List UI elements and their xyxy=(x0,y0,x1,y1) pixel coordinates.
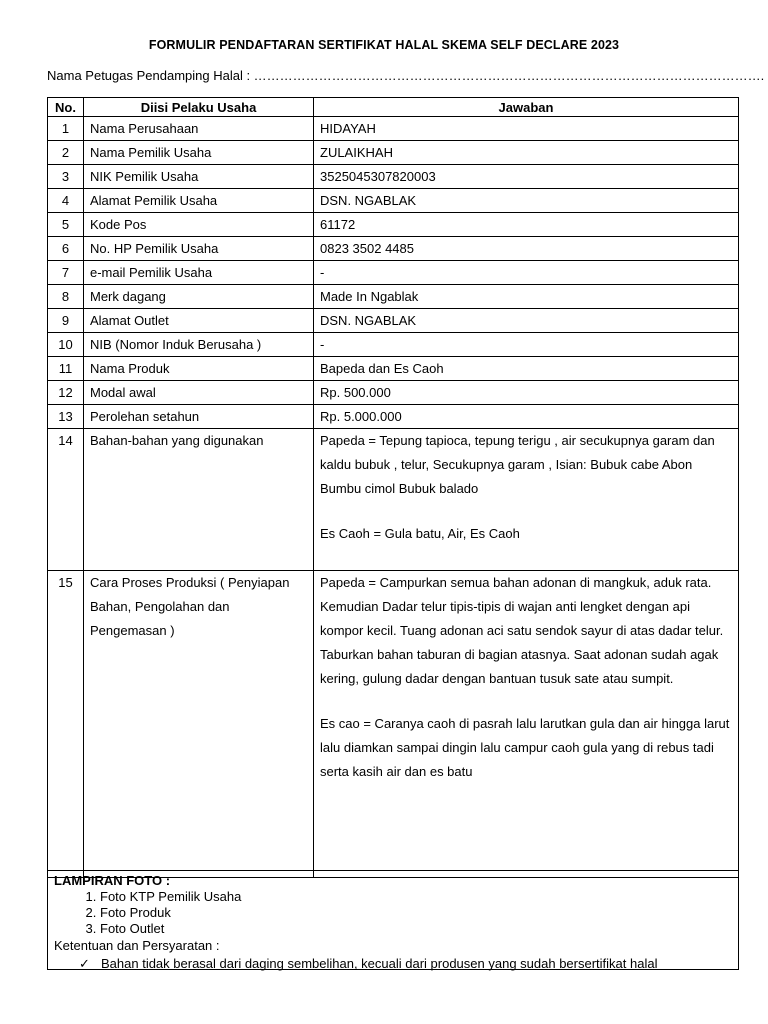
row-number: 8 xyxy=(48,285,84,309)
row-answer: - xyxy=(314,261,739,285)
row-answer: Rp. 500.000 xyxy=(314,381,739,405)
row-number: 6 xyxy=(48,237,84,261)
row-field: Nama Produk xyxy=(84,357,314,381)
attachments-section xyxy=(47,870,739,970)
row-number: 9 xyxy=(48,309,84,333)
terms-item xyxy=(54,955,732,972)
row-number: 4 xyxy=(48,189,84,213)
table-row xyxy=(48,213,739,237)
answer-paragraph: Papeda = Tepung tapioca, tepung terigu , air secukupnya garam dan kaldu bubuk , telur, Secukupnya garam , Isian: Bubuk cabe Abon Bumbu cimol Bubuk balado xyxy=(320,433,715,496)
row-field: No. HP Pemilik Usaha xyxy=(84,237,314,261)
row-answer: 3525045307820003 xyxy=(314,165,739,189)
field-paragraph: Cara Proses Produksi ( Penyiapan Bahan, Pengolahan dan Pengemasan ) xyxy=(90,575,290,638)
row-answer xyxy=(314,571,739,878)
row-field: Modal awal xyxy=(84,381,314,405)
row-answer: HIDAYAH xyxy=(314,117,739,141)
row-field: Alamat Outlet xyxy=(84,309,314,333)
row-number: 11 xyxy=(48,357,84,381)
table-row xyxy=(48,333,739,357)
row-answer: 61172 xyxy=(314,213,739,237)
row-number: 13 xyxy=(48,405,84,429)
table-row-15 xyxy=(48,571,739,878)
table-header-row xyxy=(48,98,739,117)
table-row xyxy=(48,117,739,141)
checkmark-icon: ✓ xyxy=(79,956,90,971)
table-row xyxy=(48,285,739,309)
row-number: 10 xyxy=(48,333,84,357)
header-no: No. xyxy=(48,98,84,117)
attachment-item: 3. Foto Outlet xyxy=(100,921,732,937)
table-row xyxy=(48,357,739,381)
answer-paragraph: Es cao = Caranya caoh di pasrah lalu larutkan gula dan air hingga larut lalu diamkan sampai dingin lalu campur caoh gula yang di rebus tadi serta kasih air dan es batu xyxy=(320,716,730,779)
row-field: Kode Pos xyxy=(84,213,314,237)
table-row xyxy=(48,165,739,189)
row-number: 12 xyxy=(48,381,84,405)
row-answer xyxy=(314,429,739,571)
terms-label: Ketentuan dan Persyaratan : xyxy=(54,938,220,953)
attachments-list xyxy=(54,889,732,937)
registration-table xyxy=(47,97,739,878)
row-answer: ZULAIKHAH xyxy=(314,141,739,165)
attachment-item: 1. Foto KTP Pemilik Usaha xyxy=(100,889,732,905)
row-field xyxy=(84,571,314,878)
table-row xyxy=(48,309,739,333)
row-answer: DSN. NGABLAK xyxy=(314,189,739,213)
row-field: Alamat Pemilik Usaha xyxy=(84,189,314,213)
row-number: 7 xyxy=(48,261,84,285)
table-row xyxy=(48,405,739,429)
row-answer: Made In Ngablak xyxy=(314,285,739,309)
row-answer: Bapeda dan Es Caoh xyxy=(314,357,739,381)
row-answer: Rp. 5.000.000 xyxy=(314,405,739,429)
row-number: 15 xyxy=(48,571,84,878)
form-title: FORMULIR PENDAFTARAN SERTIFIKAT HALAL SKEMA SELF DECLARE 2023 xyxy=(148,38,620,52)
attachment-item: 2. Foto Produk xyxy=(100,905,732,921)
row-answer: DSN. NGABLAK xyxy=(314,309,739,333)
row-field: NIB (Nomor Induk Berusaha ) xyxy=(84,333,314,357)
row-number: 14 xyxy=(48,429,84,571)
row-answer: - xyxy=(314,333,739,357)
row-field: Perolehan setahun xyxy=(84,405,314,429)
row-field: Nama Pemilik Usaha xyxy=(84,141,314,165)
row-field: Merk dagang xyxy=(84,285,314,309)
table-row xyxy=(48,261,739,285)
answer-paragraph: Es Caoh = Gula batu, Air, Es Caoh xyxy=(320,526,520,541)
row-field: e-mail Pemilik Usaha xyxy=(84,261,314,285)
answer-paragraph: Papeda = Campurkan semua bahan adonan di mangkuk, aduk rata. Kemudian Dadar telur tipis-tipis di wajan anti lengket dengan api kompor kecil. Tuang adonan aci satu sendok sayur di atas dadar telur. Taburkan bahan taburan di bagian atasnya. Saat adonan sudah agak kering, gulung dadar dengan bantuan tusuk sate atau sumpit. xyxy=(320,575,724,686)
row-field: Bahan-bahan yang digunakan xyxy=(84,429,314,571)
row-field: Nama Perusahaan xyxy=(84,117,314,141)
officer-name-line: Nama Petugas Pendamping Halal : ………………………………………………………………………………………………………. xyxy=(47,68,765,83)
row-number: 1 xyxy=(48,117,84,141)
table-row-14 xyxy=(48,429,739,571)
attachments-header: LAMPIRAN FOTO : xyxy=(54,873,171,888)
row-field: NIK Pemilik Usaha xyxy=(84,165,314,189)
row-number: 5 xyxy=(48,213,84,237)
terms-item-text: Bahan tidak berasal dari daging sembelihan, kecuali dari produsen yang sudah bersertifikat halal xyxy=(101,956,658,971)
table-row xyxy=(48,381,739,405)
table-row xyxy=(48,237,739,261)
header-field: Diisi Pelaku Usaha xyxy=(84,98,314,117)
row-answer: 0823 3502 4485 xyxy=(314,237,739,261)
row-number: 3 xyxy=(48,165,84,189)
table-row xyxy=(48,141,739,165)
table-row xyxy=(48,189,739,213)
header-answer: Jawaban xyxy=(314,98,739,117)
row-number: 2 xyxy=(48,141,84,165)
